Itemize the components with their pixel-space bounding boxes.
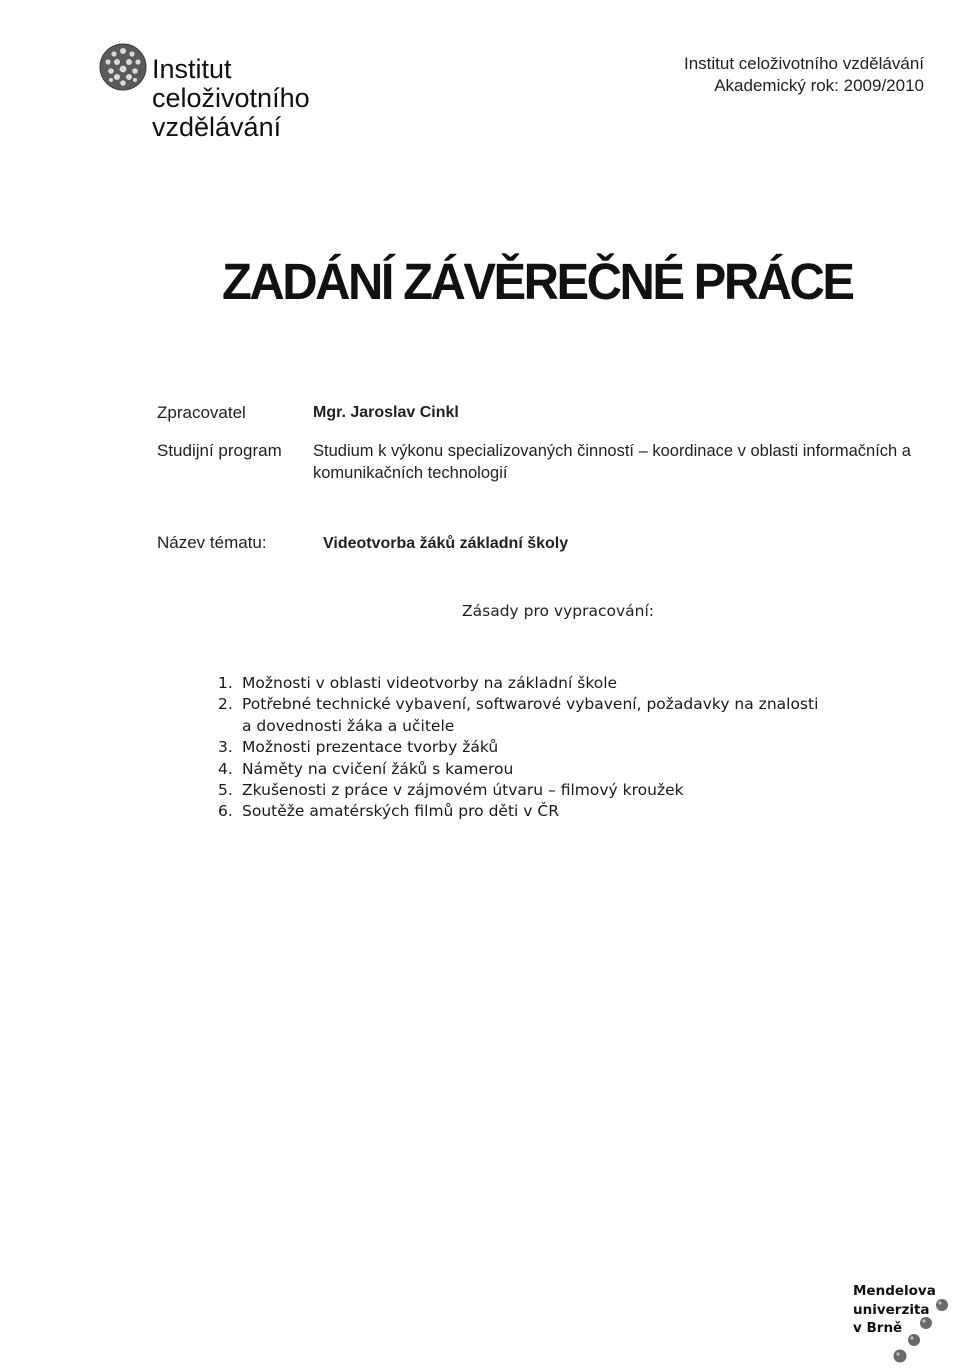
list-item xyxy=(218,737,858,758)
globe-logo-icon xyxy=(98,42,148,92)
list-item xyxy=(218,801,858,822)
logo-line: celoživotního xyxy=(152,83,310,113)
topic-label: Název tématu: xyxy=(157,533,267,552)
logo-line: Institut xyxy=(152,54,232,84)
program-label: Studijní program xyxy=(157,441,282,460)
item-text: Náměty na cvičení žáků s kamerou xyxy=(242,759,514,778)
footer-line: v Brně xyxy=(853,1320,903,1336)
principles-list xyxy=(218,673,858,823)
item-number: 5. xyxy=(218,781,233,800)
item-text: Zkušenosti z práce v zájmovém útvaru – filmový kroužek xyxy=(242,781,684,800)
author-label: Zpracovatel xyxy=(157,403,246,422)
principles-heading: Zásady pro vypracování: xyxy=(462,602,654,620)
item-number: 2. xyxy=(218,695,233,714)
item-text: Soutěže amatérských filmů pro děti v ČR xyxy=(242,802,559,821)
item-number: 3. xyxy=(218,738,233,757)
topic-value: Videotvorba žáků základní školy xyxy=(323,535,569,552)
item-text: Možnosti v oblasti videotvorby na základní škole xyxy=(242,674,618,692)
institution-name: Institut celoživotního vzdělávání xyxy=(683,54,924,73)
item-text: Možnosti prezentace tvorby žáků xyxy=(242,738,499,757)
page-title: ZADÁNÍ ZÁVĚREČNÉ PRÁCE xyxy=(222,253,853,310)
list-item xyxy=(218,759,858,780)
item-number: 1. xyxy=(218,674,233,692)
list-item xyxy=(218,694,858,737)
logo-line: vzdělávání xyxy=(152,112,282,142)
mendel-dots-logo-icon xyxy=(880,1290,955,1365)
footer-line: Mendelova xyxy=(853,1283,936,1299)
program-value: Studium k výkonu specializovaných činností – koordinace v oblasti informačních a komunikačních technologií xyxy=(313,442,911,482)
item-text: Potřebné technické vybavení, softwarové vybavení, požadavky na znalosti a dovednosti žáka a učitele xyxy=(242,695,819,735)
header-info xyxy=(684,53,924,97)
footer-line: univerzita xyxy=(853,1301,930,1318)
list-item xyxy=(218,673,858,694)
item-number: 6. xyxy=(218,802,233,821)
logo-wordmark xyxy=(152,55,310,142)
academic-year: Akademický rok: 2009/2010 xyxy=(714,76,924,95)
item-number: 4. xyxy=(218,759,233,778)
author-value: Mgr. Jaroslav Cinkl xyxy=(313,404,459,421)
list-item xyxy=(218,780,858,801)
